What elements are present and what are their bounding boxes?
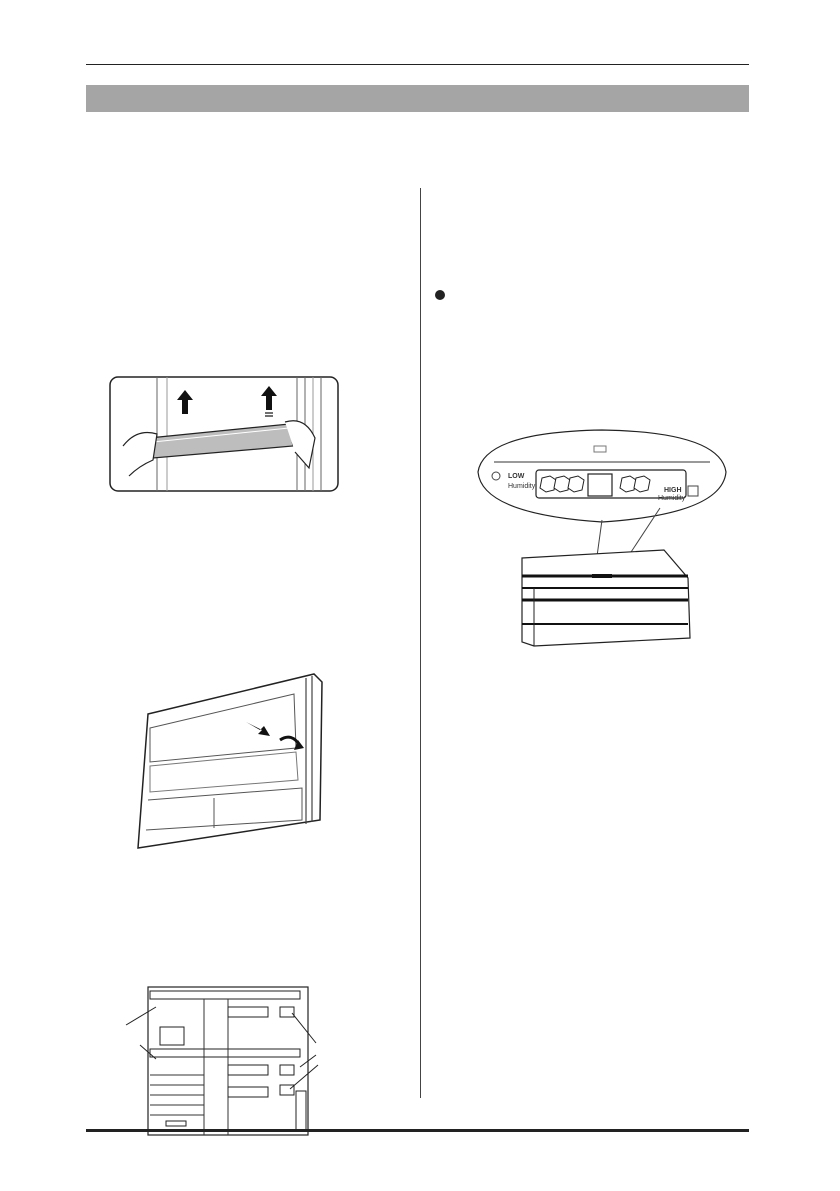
high-humidity-sub: Humidity (658, 495, 686, 502)
footer-rule (86, 1129, 749, 1132)
high-humidity-label: HIGH (664, 487, 682, 494)
figure-humidity-control (474, 428, 730, 650)
figure-shelf-rails (120, 985, 320, 1137)
header-rule (86, 64, 749, 65)
section-title-bar (86, 85, 749, 112)
column-divider (420, 188, 421, 1098)
low-humidity-sub: Humidity (508, 483, 536, 490)
figure-remove-shelf-cover (134, 670, 324, 852)
low-humidity-label: LOW (508, 473, 525, 480)
bullet-point (435, 290, 445, 300)
figure-remove-door-bin (109, 376, 339, 492)
